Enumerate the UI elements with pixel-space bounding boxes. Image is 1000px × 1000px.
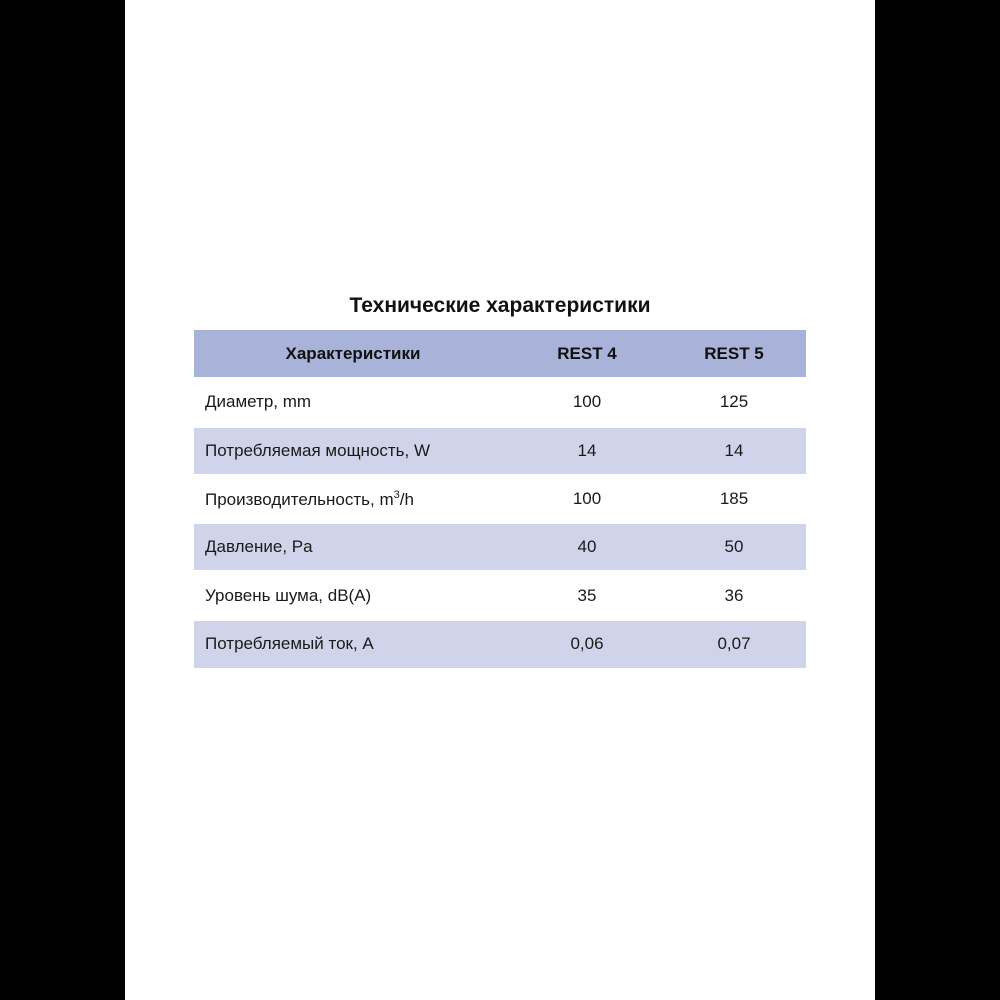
row-label: Давление, Pa xyxy=(194,523,512,571)
rest4-value: 40 xyxy=(512,523,662,571)
table-row xyxy=(194,620,806,668)
row-label: Потребляемый ток, A xyxy=(194,620,512,668)
header-rest5: REST 5 xyxy=(662,330,806,378)
row-label-superscript: 3 xyxy=(393,488,400,501)
row-label-suffix: /h xyxy=(399,489,414,509)
rest5-value: 36 xyxy=(662,571,806,619)
rest4-value: 100 xyxy=(512,475,662,523)
table-header-row xyxy=(194,330,806,378)
rest4-value: 0,06 xyxy=(512,620,662,668)
document-page xyxy=(125,0,875,1000)
row-label: Потребляемая мощность, W xyxy=(194,427,512,475)
table-row xyxy=(194,427,806,475)
row-label xyxy=(194,475,512,523)
rest5-value: 125 xyxy=(662,378,806,426)
rest4-value: 100 xyxy=(512,378,662,426)
rest4-value: 35 xyxy=(512,571,662,619)
row-label: Уровень шума, dB(A) xyxy=(194,571,512,619)
rest5-value: 0,07 xyxy=(662,620,806,668)
header-rest4: REST 4 xyxy=(512,330,662,378)
header-characteristics: Характеристики xyxy=(194,330,512,378)
table-row xyxy=(194,378,806,426)
rest5-value: 50 xyxy=(662,523,806,571)
table-row xyxy=(194,523,806,571)
spec-table xyxy=(194,330,806,668)
page-title: Технические характеристики xyxy=(349,294,651,317)
rest5-value: 14 xyxy=(662,427,806,475)
row-label-prefix: Производительность, m xyxy=(205,489,394,509)
rest4-value: 14 xyxy=(512,427,662,475)
table-row xyxy=(194,475,806,523)
rest5-value: 185 xyxy=(662,475,806,523)
table-row xyxy=(194,571,806,619)
row-label: Диаметр, mm xyxy=(194,378,512,426)
